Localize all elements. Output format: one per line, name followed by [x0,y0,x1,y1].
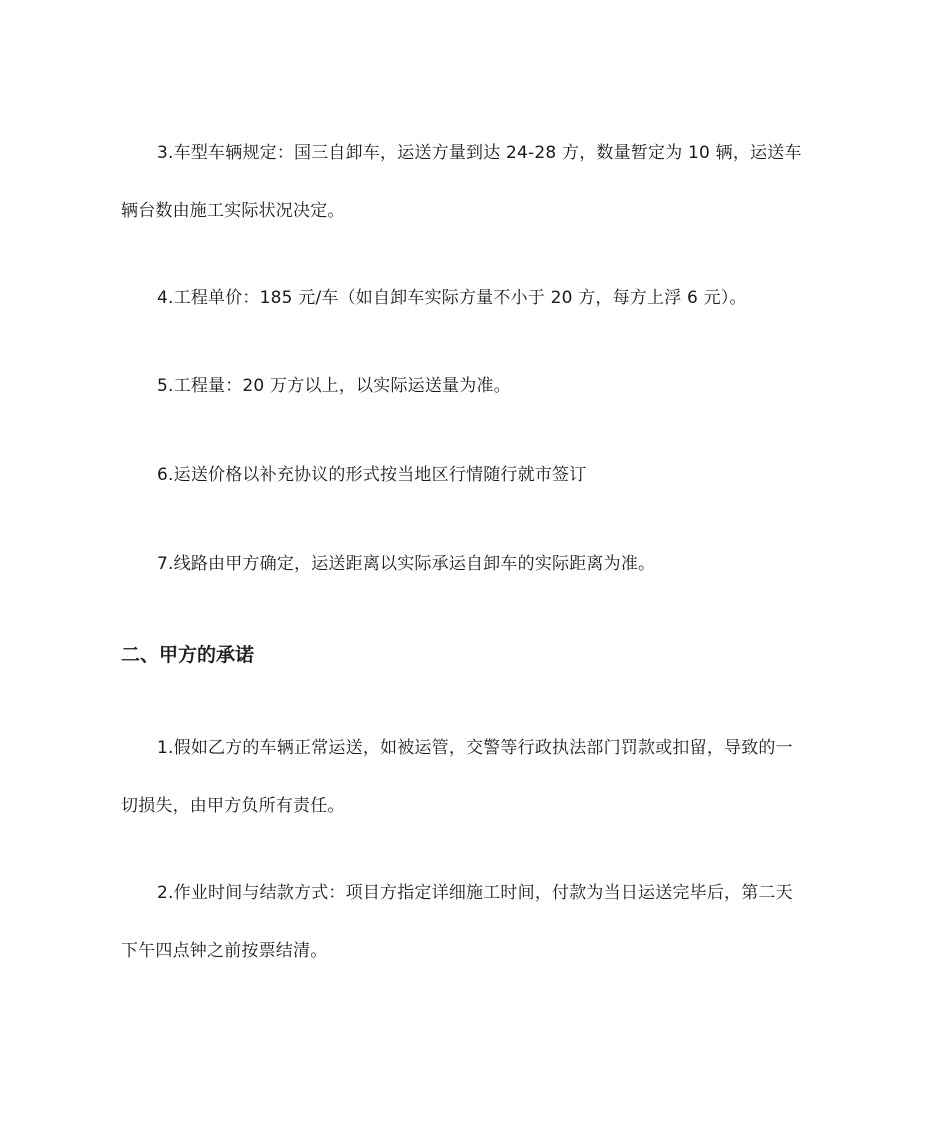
section-heading: 二、甲方的承诺 [121,644,255,666]
clause-3-line-2: 辆台数由施工实际状况决定。 [121,201,345,221]
promise-1-line-2: 切损失，由甲方负所有责任。 [121,796,345,816]
clause-7: 7.线路由甲方确定，运送距离以实际承运自卸车的实际距离为准。 [157,554,656,574]
promise-2-line-2: 下午四点钟之前按票结清。 [121,941,328,961]
promise-1-line-1: 1.假如乙方的车辆正常运送，如被运管，交警等行政执法部门罚款或扣留，导致的一 [157,738,793,758]
clause-6: 6.运送价格以补充协议的形式按当地区行情随行就市签订 [157,465,587,485]
clause-5: 5.工程量：20 万方以上，以实际运送量为准。 [157,376,511,396]
clause-3-line-1: 3.车型车辆规定：国三自卸车，运送方量到达 24-28 方，数量暂定为 10 辆，运送车 [157,143,802,163]
promise-2-line-1: 2.作业时间与结款方式：项目方指定详细施工时间，付款为当日运送完毕后，第二天 [157,883,793,903]
clause-4: 4.工程单价：185 元/车（如自卸车实际方量不小于 20 方，每方上浮 6 元）。 [157,288,747,308]
